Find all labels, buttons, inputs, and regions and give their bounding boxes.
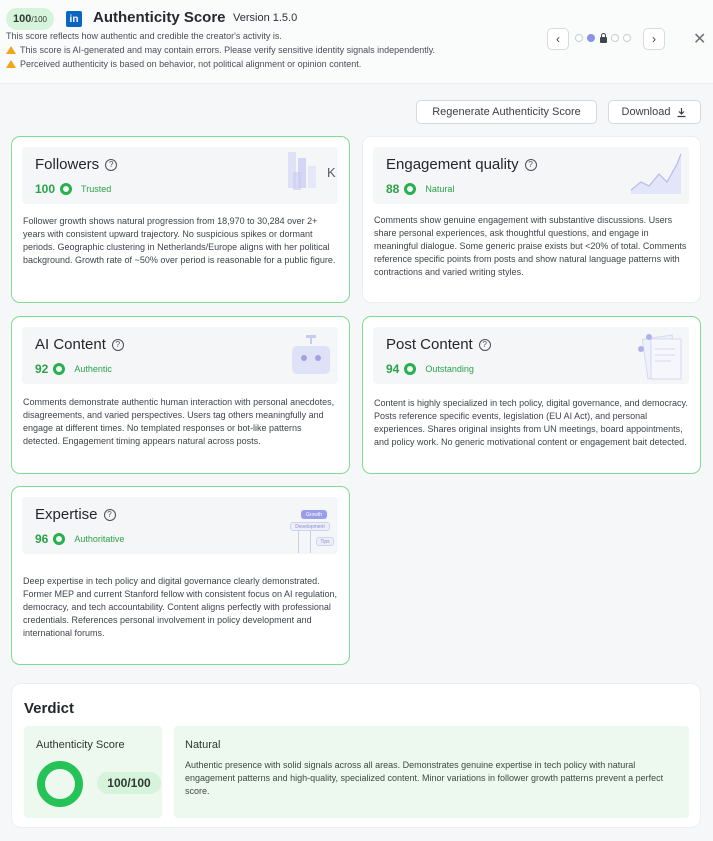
download-label: Download [621,106,671,118]
score-value: 88 [386,182,400,196]
score-value: 100 [35,182,56,196]
score-label: Trusted [81,184,112,194]
warning-text: Perceived authenticity is based on behavior, not political alignment or opinion content. [20,59,362,69]
card-expertise [11,486,350,665]
help-icon[interactable]: ? [525,159,537,171]
help-icon[interactable]: ? [479,339,491,351]
score-value: 94 [386,362,400,376]
verdict-summary-box [174,726,689,818]
card-description: Follower growth shows natural progression from 18,970 to 30,284 over 2+ years with consistent upward trajectory. No suspicious spikes or dormant periods. Geographic clustering in Netherlands/Europe aligns with her political background. Growth rate of ~50% over period is reasonable for a public figure. [23,216,336,265]
download-icon [676,107,687,118]
card-score [386,362,474,376]
linkedin-icon: in [66,11,82,27]
page-dot[interactable] [611,34,619,42]
card-description: Content is highly specialized in tech policy, digital governance, and democracy. Posts reference specific events, legislation (EU AI Act), and personal experiences. Shares original insights from UN meetings, board appointments, and policy work. No generic motivational content or engagement bait detected. [374,398,688,447]
score-badge [6,8,54,30]
engagement-chart-icon [629,152,683,196]
score-badge-suffix: /100 [31,14,47,24]
page-dot[interactable] [575,34,583,42]
card-header [373,327,689,384]
card-description: Comments show genuine engagement with substantive discussions. Users share personal experiences, ask thoughtful questions, and engage in meaningful dialogue. Some generic praise exists but <20% of total. Comments reference specific points from posts and show natural language patterns with contractions and varied writing styles. [374,215,687,277]
card-description: Comments demonstrate authentic human interaction with personal anecdotes, disagreements, and varied perspectives. Users tag others meaningfully and engage at different times. No templated responses or bot-like patterns detected. Engagement timing appears natural across posts. [23,397,335,446]
warning-icon [6,60,16,68]
card-title-text: Followers [35,156,100,173]
card-title-text: AI Content [35,336,106,353]
tag-tips: Tips [316,537,334,546]
score-ring-icon [37,761,83,807]
help-icon[interactable]: ? [112,339,124,351]
card-header [22,147,338,204]
warning-ai-generated [6,45,435,55]
card-header [373,147,689,204]
robot-icon [288,334,334,376]
prev-button[interactable]: ‹ [547,28,569,50]
tag-development: Development [290,522,330,531]
version-label: Version 1.5.0 [233,12,298,24]
verdict-level: Natural [185,739,221,751]
card-header [22,327,338,384]
score-label: Authoritative [74,534,125,544]
card-title-text: Engagement quality [386,156,519,173]
score-badge-value: 100 [13,13,32,25]
card-engagement-quality [362,136,701,303]
tag-growth: Growth [301,510,327,519]
help-icon[interactable]: ? [104,509,116,521]
score-value: 92 [35,362,49,376]
page-title: Authenticity Score [93,9,226,26]
verdict-score-value: 100/100 [97,772,161,794]
card-title [35,336,124,353]
download-button[interactable] [608,100,701,124]
verdict-title: Verdict [24,700,75,717]
verdict-panel [11,683,701,828]
card-score [35,362,112,376]
header-bar [0,0,713,84]
regenerate-button[interactable] [416,100,597,124]
warning-perceived [6,59,361,69]
followers-k-label: K [327,165,336,180]
score-value: 96 [35,532,49,546]
card-score [386,182,454,196]
page-dot[interactable] [623,34,631,42]
documents-icon [635,331,689,383]
score-label: Natural [425,184,455,194]
page-dot-active[interactable] [587,34,595,42]
card-score [35,532,124,546]
card-title-text: Expertise [35,506,98,523]
warning-text: This score is AI-generated and may contain errors. Please verify sensitive identity signals independently. [20,45,436,55]
card-title [35,506,116,523]
next-button[interactable]: › [643,28,665,50]
card-title-text: Post Content [386,336,473,353]
card-post-content [362,316,701,474]
page-dots [575,34,631,42]
score-ring-icon [53,363,65,375]
help-icon[interactable]: ? [105,159,117,171]
close-icon[interactable]: ✕ [693,31,707,48]
card-title [386,156,537,173]
score-label: Outstanding [425,364,474,374]
verdict-score-label: Authenticity Score [36,739,125,751]
regenerate-label: Regenerate Authenticity Score [432,106,581,118]
card-title [35,156,117,173]
verdict-text: Authentic presence with solid signals across all areas. Demonstrates genuine expertise in tech policy with natural engagement patterns and high-quality, specialized content. Minor variations in follower growth patterns prevent a perfect score. [185,760,664,796]
score-ring-icon [60,183,72,195]
card-score [35,182,111,196]
score-ring-icon [53,533,65,545]
score-label: Authentic [74,364,112,374]
score-ring-icon [404,183,416,195]
verdict-score-box [24,726,162,818]
card-title [386,336,491,353]
card-ai-content [11,316,350,474]
warning-icon [6,46,16,54]
lock-icon [599,34,607,42]
card-header [22,497,338,554]
subtitle: This score reflects how authentic and credible the creator's activity is. [6,31,282,41]
score-ring-icon [404,363,416,375]
card-description: Deep expertise in tech policy and digital governance clearly demonstrated. Former MEP and current Stanford fellow with consistent focus on AI regulation, democracy, and tech accountability. Content aligns perfectly with professional credentials. References personal involvement in policy development and international forums. [23,576,337,638]
card-followers [11,136,350,303]
expertise-tags-icon [268,510,338,556]
